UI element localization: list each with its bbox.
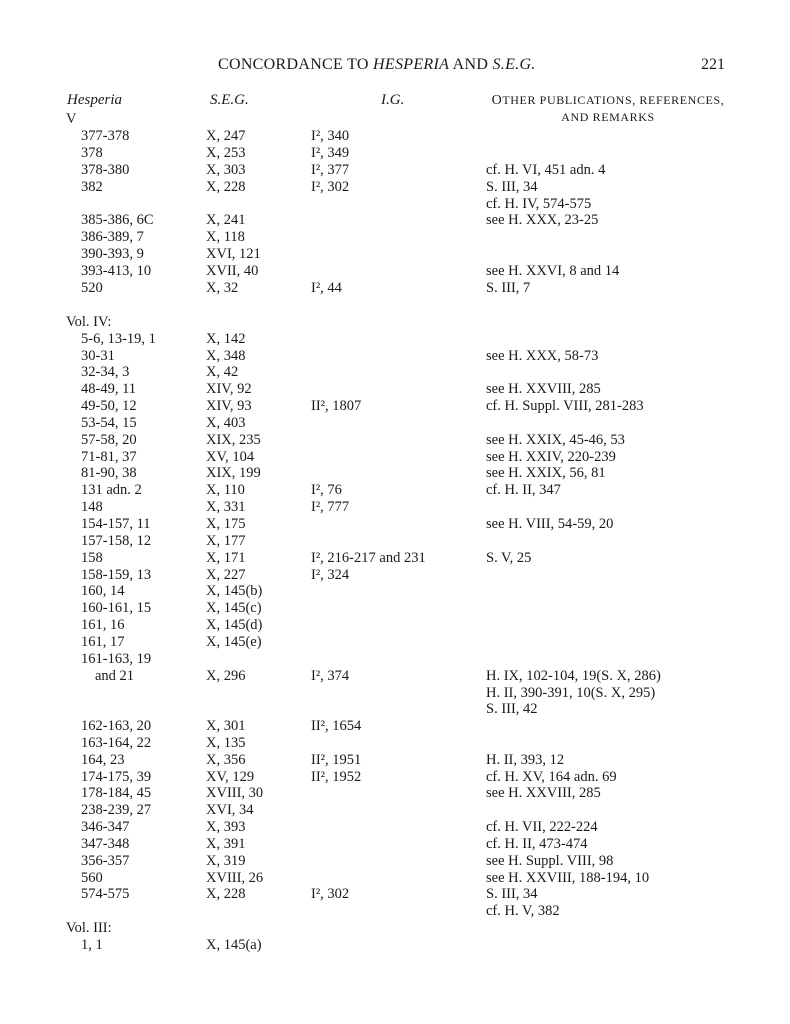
- table-row: [0, 111, 790, 128]
- running-title: [218, 56, 536, 74]
- hesperia-ref: 30-31: [81, 348, 115, 364]
- table-row: [0, 701, 790, 718]
- other-reference: see H. XXX, 58-73: [486, 348, 599, 364]
- hesperia-ref: 163-164, 22: [81, 735, 152, 751]
- table-row: [0, 314, 790, 331]
- hesperia-ref: 346-347: [81, 819, 130, 835]
- table-row: [0, 735, 790, 752]
- other-reference: cf. H. VI, 451 adn. 4: [486, 162, 606, 178]
- other-reference: cf. H. VII, 222-224: [486, 819, 598, 835]
- seg-ref: X, 393: [206, 819, 246, 835]
- seg-ref: X, 303: [206, 162, 246, 178]
- hesperia-ref: Vol. IV:: [66, 314, 112, 330]
- hesperia-ref: 161, 16: [81, 617, 125, 633]
- hesperia-ref: 238-239, 27: [81, 802, 152, 818]
- other-reference: H. II, 390-391, 10(S. X, 295): [486, 685, 656, 701]
- hesperia-ref: 148: [81, 499, 103, 515]
- column-header-hesperia: Hesperia: [67, 92, 122, 108]
- table-row: [0, 280, 790, 297]
- hesperia-ref: 378-380: [81, 162, 130, 178]
- other-reference: see H. XXIV, 220-239: [486, 449, 616, 465]
- hesperia-ref: 81-90, 38: [81, 465, 137, 481]
- other-reference: cf. H. XV, 164 adn. 69: [486, 769, 617, 785]
- ig-ref: I², 777: [311, 499, 350, 515]
- other-reference: see H. VIII, 54-59, 20: [486, 516, 614, 532]
- other-reference: S. III, 7: [486, 280, 531, 296]
- seg-ref: XV, 104: [206, 449, 255, 465]
- table-row: [0, 348, 790, 365]
- table-row: [0, 398, 790, 415]
- hesperia-ref: 161, 17: [81, 634, 125, 650]
- table-row: [0, 550, 790, 567]
- table-row: [0, 128, 790, 145]
- hesperia-ref: 174-175, 39: [81, 769, 152, 785]
- other-reference: see H. XXIX, 45-46, 53: [486, 432, 625, 448]
- hesperia-ref: Vol. III:: [66, 920, 112, 936]
- table-row: [0, 769, 790, 786]
- hesperia-ref: 385-386, 6C: [81, 212, 154, 228]
- table-row: [0, 179, 790, 196]
- hesperia-ref: 520: [81, 280, 103, 296]
- table-row: [0, 617, 790, 634]
- table-row: [0, 718, 790, 735]
- hesperia-ref: 131 adn. 2: [81, 482, 142, 498]
- seg-ref: XIX, 199: [206, 465, 261, 481]
- table-row: [0, 162, 790, 179]
- column-header-other-initial: O: [491, 93, 503, 108]
- table-row: [0, 802, 790, 819]
- table-row: [0, 920, 790, 937]
- running-head: [0, 56, 790, 78]
- other-reference: see H. XXIX, 56, 81: [486, 465, 606, 481]
- other-reference: see H. XXVIII, 285: [486, 785, 601, 801]
- seg-ref: X, 228: [206, 179, 246, 195]
- other-reference: H. II, 393, 12: [486, 752, 565, 768]
- seg-ref: XV, 129: [206, 769, 255, 785]
- hesperia-ref: 161-163, 19: [81, 651, 152, 667]
- table-row: [0, 415, 790, 432]
- other-reference: see H. XXVI, 8 and 14: [486, 263, 620, 279]
- table-row: [0, 331, 790, 348]
- hesperia-ref: 393-413, 10: [81, 263, 152, 279]
- table-row: [0, 449, 790, 466]
- table-row: [0, 668, 790, 685]
- table-row: [0, 364, 790, 381]
- hesperia-ref: 378: [81, 145, 103, 161]
- seg-ref: X, 348: [206, 348, 246, 364]
- hesperia-ref: 157-158, 12: [81, 533, 152, 549]
- hesperia-ref: V: [66, 111, 77, 127]
- table-row: [0, 685, 790, 702]
- other-reference: cf. H. V, 382: [486, 903, 560, 919]
- seg-ref: XIX, 235: [206, 432, 261, 448]
- table-row: [0, 499, 790, 516]
- table-row: [0, 381, 790, 398]
- seg-ref: X, 241: [206, 212, 246, 228]
- table-row: [0, 600, 790, 617]
- hesperia-ref: 158: [81, 550, 103, 566]
- hesperia-ref: 5-6, 13-19, 1: [81, 331, 156, 347]
- table-row: [0, 583, 790, 600]
- seg-ref: X, 142: [206, 331, 246, 347]
- seg-ref: XIV, 92: [206, 381, 252, 397]
- other-reference: S. V, 25: [486, 550, 532, 566]
- table-row: [0, 196, 790, 213]
- other-reference: see H. Suppl. VIII, 98: [486, 853, 614, 869]
- seg-ref: X, 319: [206, 853, 246, 869]
- hesperia-ref: 57-58, 20: [81, 432, 137, 448]
- table-row: [0, 567, 790, 584]
- column-header-other-rest: THER PUBLICATIONS, REFERENCES,: [502, 93, 725, 107]
- hesperia-ref: 356-357: [81, 853, 130, 869]
- hesperia-ref: 71-81, 37: [81, 449, 137, 465]
- seg-ref: XVIII, 26: [206, 870, 264, 886]
- table-row: [0, 870, 790, 887]
- seg-ref: X, 135: [206, 735, 246, 751]
- seg-ref: X, 391: [206, 836, 246, 852]
- seg-ref: XVIII, 30: [206, 785, 264, 801]
- other-reference: cf. H. II, 347: [486, 482, 561, 498]
- table-row: [0, 263, 790, 280]
- ig-ref: I², 349: [311, 145, 350, 161]
- seg-ref: X, 247: [206, 128, 246, 144]
- other-reference: S. III, 42: [486, 701, 538, 717]
- hesperia-ref: 574-575: [81, 886, 130, 902]
- hesperia-ref: 158-159, 13: [81, 567, 152, 583]
- table-row: [0, 937, 790, 954]
- seg-ref: X, 331: [206, 499, 246, 515]
- table-row: [0, 853, 790, 870]
- other-reference: see H. XXVIII, 285: [486, 381, 601, 397]
- hesperia-ref: 377-378: [81, 128, 130, 144]
- seg-ref: X, 175: [206, 516, 246, 532]
- ig-ref: II², 1654: [311, 718, 362, 734]
- other-reference: cf. H. II, 473-474: [486, 836, 588, 852]
- ig-ref: II², 1951: [311, 752, 362, 768]
- hesperia-ref: 178-184, 45: [81, 785, 152, 801]
- title-prefix: CONCORDANCE TO: [218, 56, 374, 73]
- hesperia-ref: and 21: [95, 668, 135, 684]
- ig-ref: II², 1952: [311, 769, 362, 785]
- seg-ref: XVI, 34: [206, 802, 254, 818]
- ig-ref: I², 76: [311, 482, 342, 498]
- table-row: [0, 516, 790, 533]
- seg-ref: X, 110: [206, 482, 245, 498]
- seg-ref: XIV, 93: [206, 398, 252, 414]
- seg-ref: XVI, 121: [206, 246, 261, 262]
- table-row: [0, 836, 790, 853]
- seg-ref: X, 145(d): [206, 617, 263, 633]
- table-row: [0, 432, 790, 449]
- seg-ref: X, 228: [206, 886, 246, 902]
- seg-ref: X, 301: [206, 718, 246, 734]
- other-reference: S. III, 34: [486, 179, 538, 195]
- table-row: [0, 246, 790, 263]
- ig-ref: I², 302: [311, 886, 350, 902]
- table-row: [0, 533, 790, 550]
- seg-ref: X, 32: [206, 280, 239, 296]
- other-reference: see H. XXX, 23-25: [486, 212, 599, 228]
- table-row: [0, 229, 790, 246]
- ig-ref: II², 1807: [311, 398, 362, 414]
- page-number: 221: [701, 56, 725, 73]
- hesperia-ref: 390-393, 9: [81, 246, 144, 262]
- hesperia-ref: 154-157, 11: [81, 516, 151, 532]
- table-row: [0, 903, 790, 920]
- table-row: [0, 651, 790, 668]
- seg-ref: X, 253: [206, 145, 246, 161]
- title-middle: AND: [449, 56, 493, 73]
- other-reference: cf. H. Suppl. VIII, 281-283: [486, 398, 644, 414]
- seg-ref: X, 118: [206, 229, 245, 245]
- other-reference: see H. XXVIII, 188-194, 10: [486, 870, 650, 886]
- other-reference: cf. H. IV, 574-575: [486, 196, 592, 212]
- hesperia-ref: 32-34, 3: [81, 364, 130, 380]
- hesperia-ref: 53-54, 15: [81, 415, 137, 431]
- seg-ref: X, 145(b): [206, 583, 263, 599]
- other-reference: S. III, 34: [486, 886, 538, 902]
- hesperia-ref: 162-163, 20: [81, 718, 152, 734]
- column-header-seg: S.E.G.: [210, 92, 249, 108]
- ig-ref: I², 302: [311, 179, 350, 195]
- hesperia-ref: 386-389, 7: [81, 229, 144, 245]
- hesperia-ref: 347-348: [81, 836, 130, 852]
- seg-ref: X, 171: [206, 550, 246, 566]
- title-italic-seg: S.E.G.: [492, 56, 536, 73]
- table-row: [0, 752, 790, 769]
- hesperia-ref: 160-161, 15: [81, 600, 152, 616]
- seg-ref: X, 296: [206, 668, 246, 684]
- column-header-other-line2: AND REMARKS: [561, 110, 655, 124]
- ig-ref: I², 374: [311, 668, 350, 684]
- hesperia-ref: 49-50, 12: [81, 398, 137, 414]
- ig-ref: I², 340: [311, 128, 350, 144]
- seg-ref: XVII, 40: [206, 263, 259, 279]
- table-row: [0, 482, 790, 499]
- seg-ref: X, 42: [206, 364, 239, 380]
- seg-ref: X, 145(c): [206, 600, 262, 616]
- seg-ref: X, 145(a): [206, 937, 262, 953]
- hesperia-ref: 1, 1: [81, 937, 103, 953]
- seg-ref: X, 403: [206, 415, 246, 431]
- seg-ref: X, 227: [206, 567, 246, 583]
- hesperia-ref: 560: [81, 870, 103, 886]
- hesperia-ref: 160, 14: [81, 583, 125, 599]
- other-reference: H. IX, 102-104, 19(S. X, 286): [486, 668, 661, 684]
- seg-ref: X, 356: [206, 752, 246, 768]
- table-row: [0, 886, 790, 903]
- table-row: [0, 212, 790, 229]
- column-header-ig: I.G.: [381, 92, 405, 108]
- hesperia-ref: 164, 23: [81, 752, 125, 768]
- ig-ref: I², 216-217 and 231: [311, 550, 426, 566]
- seg-ref: X, 145(e): [206, 634, 262, 650]
- hesperia-ref: 382: [81, 179, 103, 195]
- table-row: [0, 634, 790, 651]
- column-header-other-line1: [488, 92, 728, 109]
- table-row: [0, 465, 790, 482]
- table-row: [0, 145, 790, 162]
- hesperia-ref: 48-49, 11: [81, 381, 137, 397]
- ig-ref: I², 377: [311, 162, 350, 178]
- table-row: [0, 819, 790, 836]
- table-row: [0, 785, 790, 802]
- ig-ref: I², 324: [311, 567, 350, 583]
- seg-ref: X, 177: [206, 533, 246, 549]
- title-italic-hesperia: HESPERIA: [373, 56, 450, 73]
- ig-ref: I², 44: [311, 280, 342, 296]
